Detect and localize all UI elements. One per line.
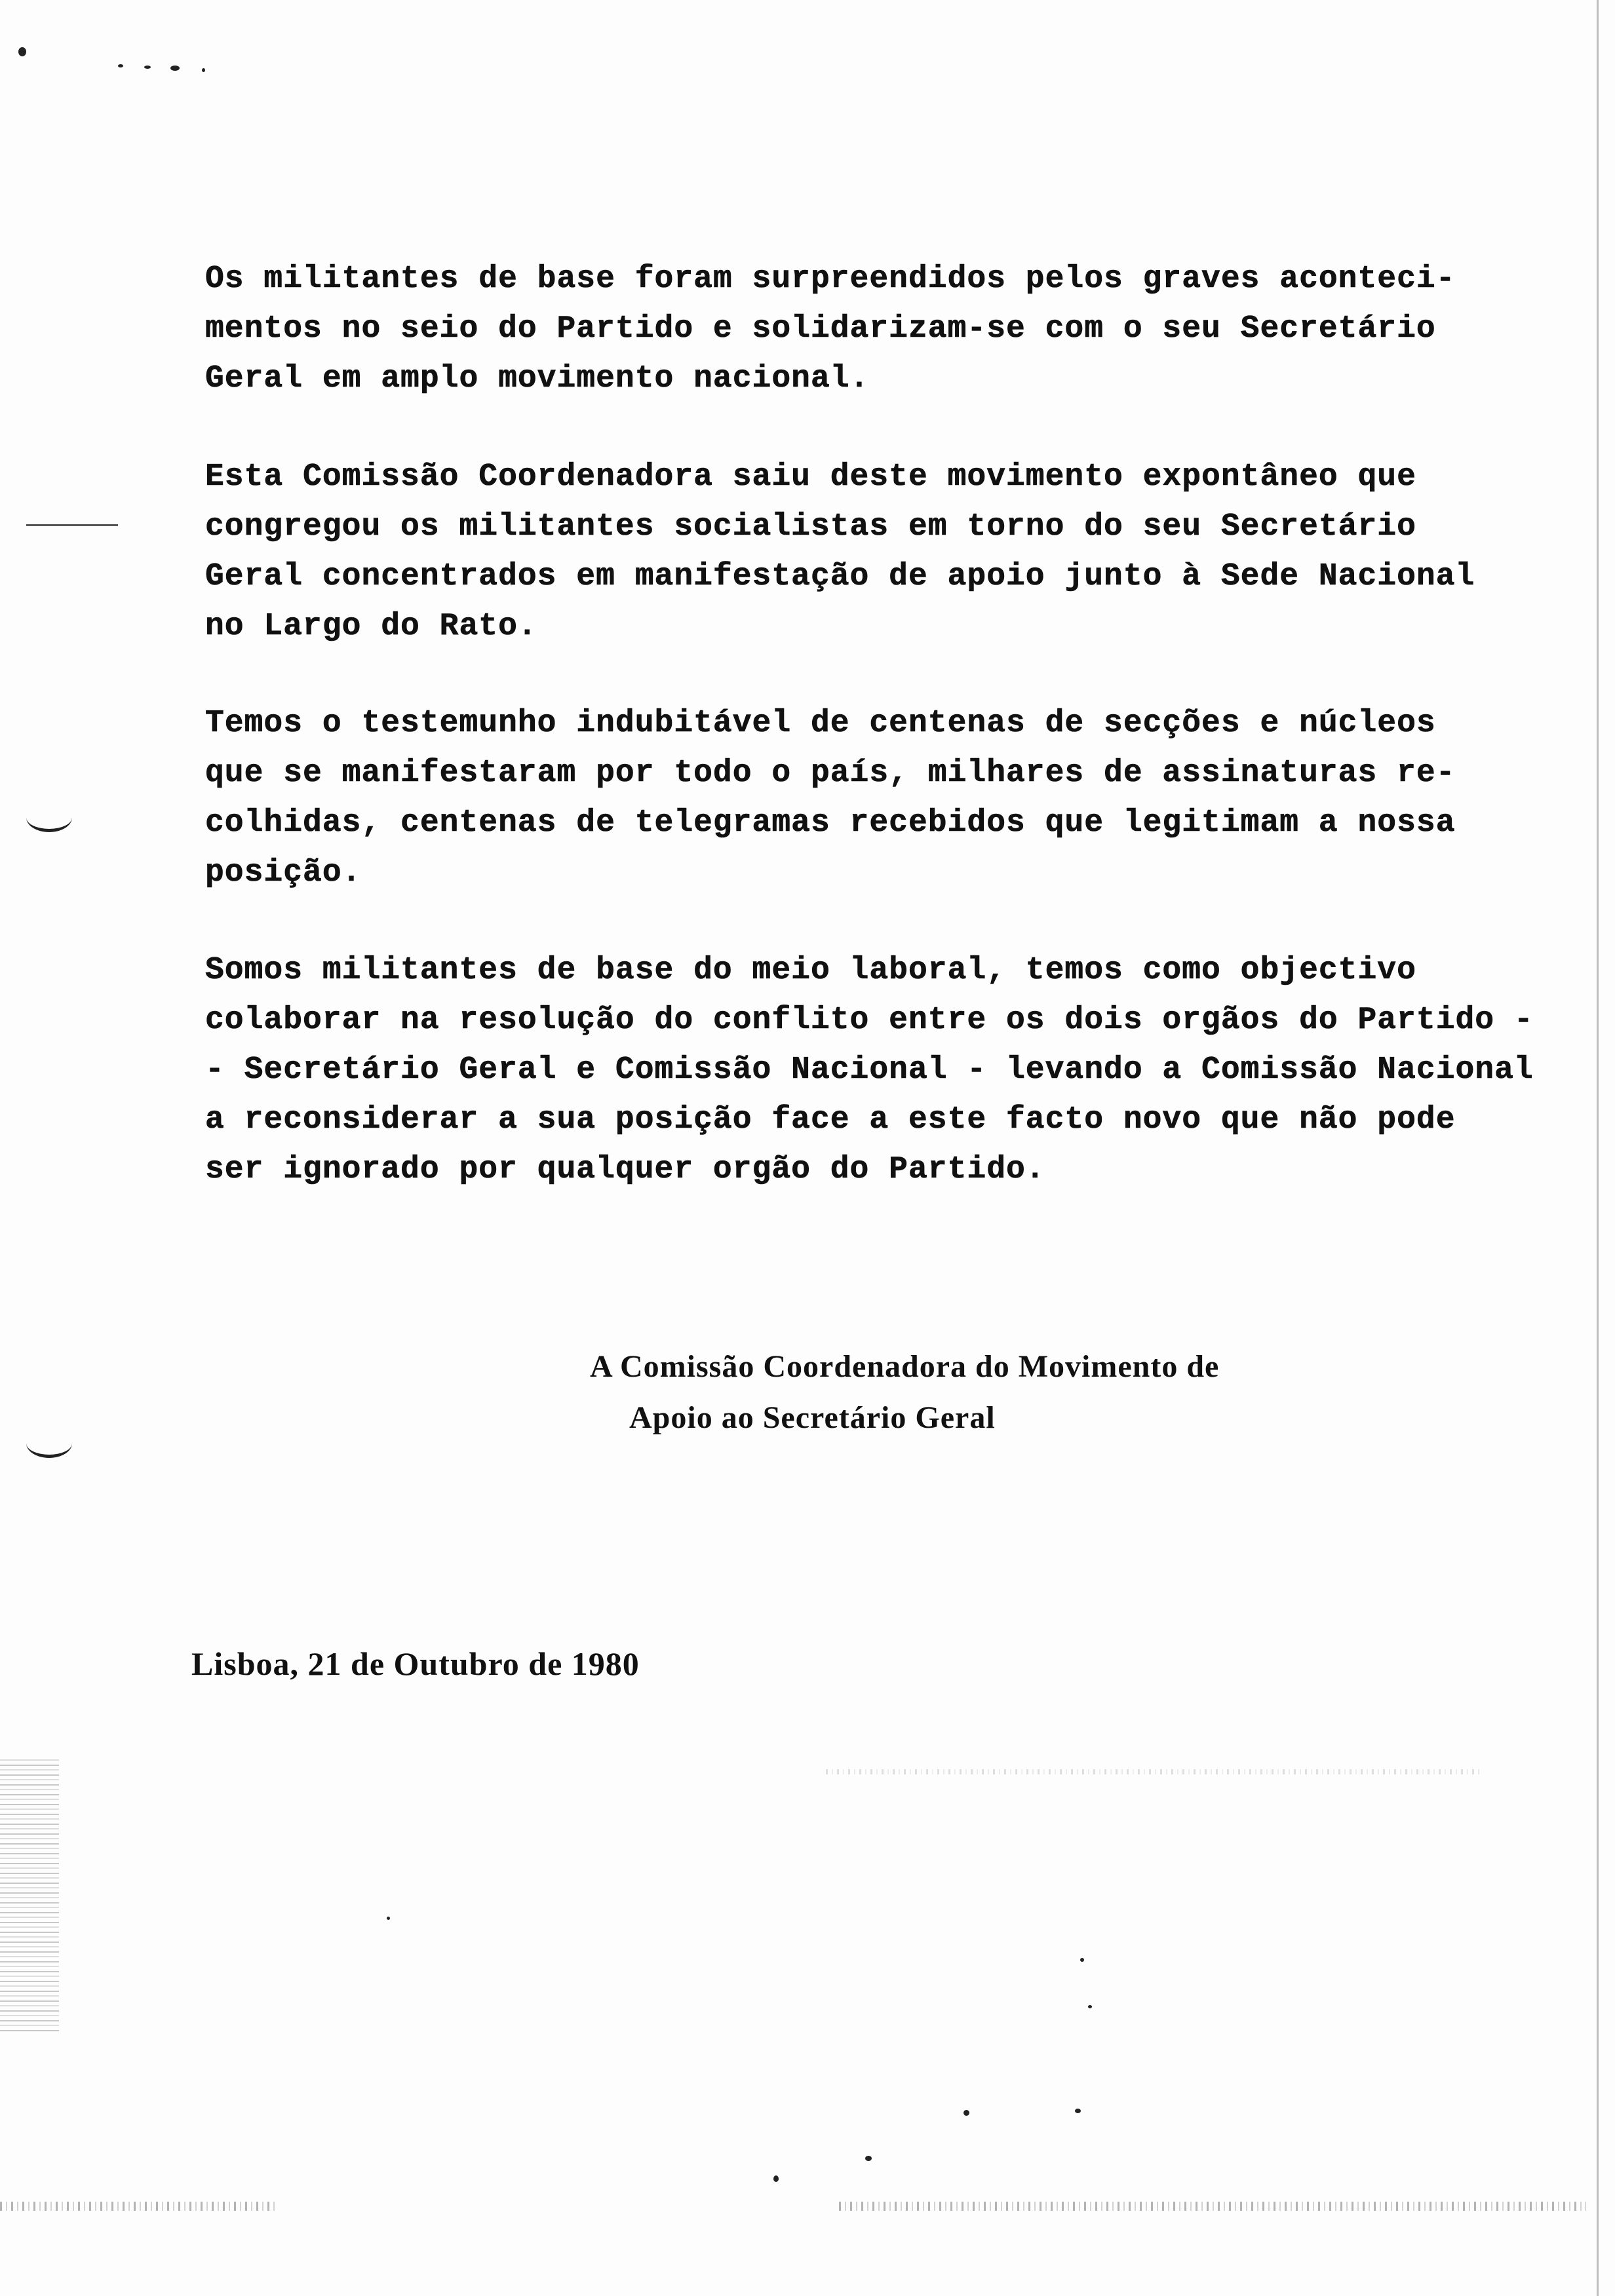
signature-line-1: A Comissão Coordenadora do Movimento de (590, 1349, 1220, 1384)
text-line: no Largo do Rato. (205, 609, 537, 644)
text-line: posição. (205, 855, 362, 890)
paragraph-1 (205, 254, 1568, 404)
punch-hole-mark (26, 1428, 72, 1458)
scan-speck (387, 1917, 390, 1920)
punch-hole-mark (26, 803, 72, 832)
scan-speck (144, 66, 151, 69)
text-line: ser ignorado por qualquer orgão do Partido. (205, 1152, 1045, 1187)
signature-block (590, 1341, 1219, 1444)
scan-speck (865, 2156, 872, 2161)
scan-noise (0, 2202, 275, 2211)
scan-speck (963, 2110, 969, 2116)
text-line: que se manifestaram por todo o país, milhares de assinaturas re- (205, 756, 1456, 791)
paragraph-2 (205, 452, 1568, 651)
scan-speck (170, 66, 180, 71)
scan-speck (773, 2175, 779, 2182)
scan-speck (26, 524, 118, 526)
scan-speck (118, 64, 123, 67)
paragraph-4 (205, 946, 1568, 1195)
text-line: Geral em amplo movimento nacional. (205, 361, 870, 396)
text-line: Somos militantes de base do meio laboral, temos como objectivo (205, 953, 1416, 988)
scan-speck (1080, 1958, 1084, 1962)
scan-noise (826, 1769, 1481, 1774)
text-line: colaborar na resolução do conflito entre os dois orgãos do Partido - (205, 1003, 1534, 1038)
paragraph-3 (205, 698, 1568, 898)
text-line: a reconsiderar a sua posição face a este facto novo que não pode (205, 1102, 1456, 1138)
scan-speck (18, 47, 26, 56)
scan-noise (839, 2202, 1586, 2211)
text-line: congregou os militantes socialistas em torno do seu Secretário (205, 509, 1416, 545)
text-line: Temos o testemunho indubitável de centenas de secções e núcleos (205, 706, 1436, 741)
text-line: colhidas, centenas de telegramas recebidos que legitimam a nossa (205, 805, 1456, 841)
signature-line-2: Apoio ao Secretário Geral (629, 1400, 996, 1435)
dateline: Lisboa, 21 de Outubro de 1980 (191, 1645, 640, 1682)
scan-speck (1075, 2109, 1081, 2113)
text-line: Geral concentrados em manifestação de apoio junto à Sede Nacional (205, 559, 1475, 594)
text-line: Esta Comissão Coordenadora saiu deste movimento expontâneo que (205, 459, 1416, 495)
page-edge (1597, 0, 1599, 2296)
text-line: - Secretário Geral e Comissão Nacional - levando a Comissão Nacional (205, 1052, 1534, 1088)
scan-speck (1088, 2005, 1092, 2008)
scan-speck (202, 68, 205, 72)
scan-noise (0, 1756, 59, 2031)
text-line: Os militantes de base foram surpreendidos pelos graves aconteci- (205, 261, 1456, 297)
text-line: mentos no seio do Partido e solidarizam-se com o seu Secretário (205, 311, 1436, 347)
